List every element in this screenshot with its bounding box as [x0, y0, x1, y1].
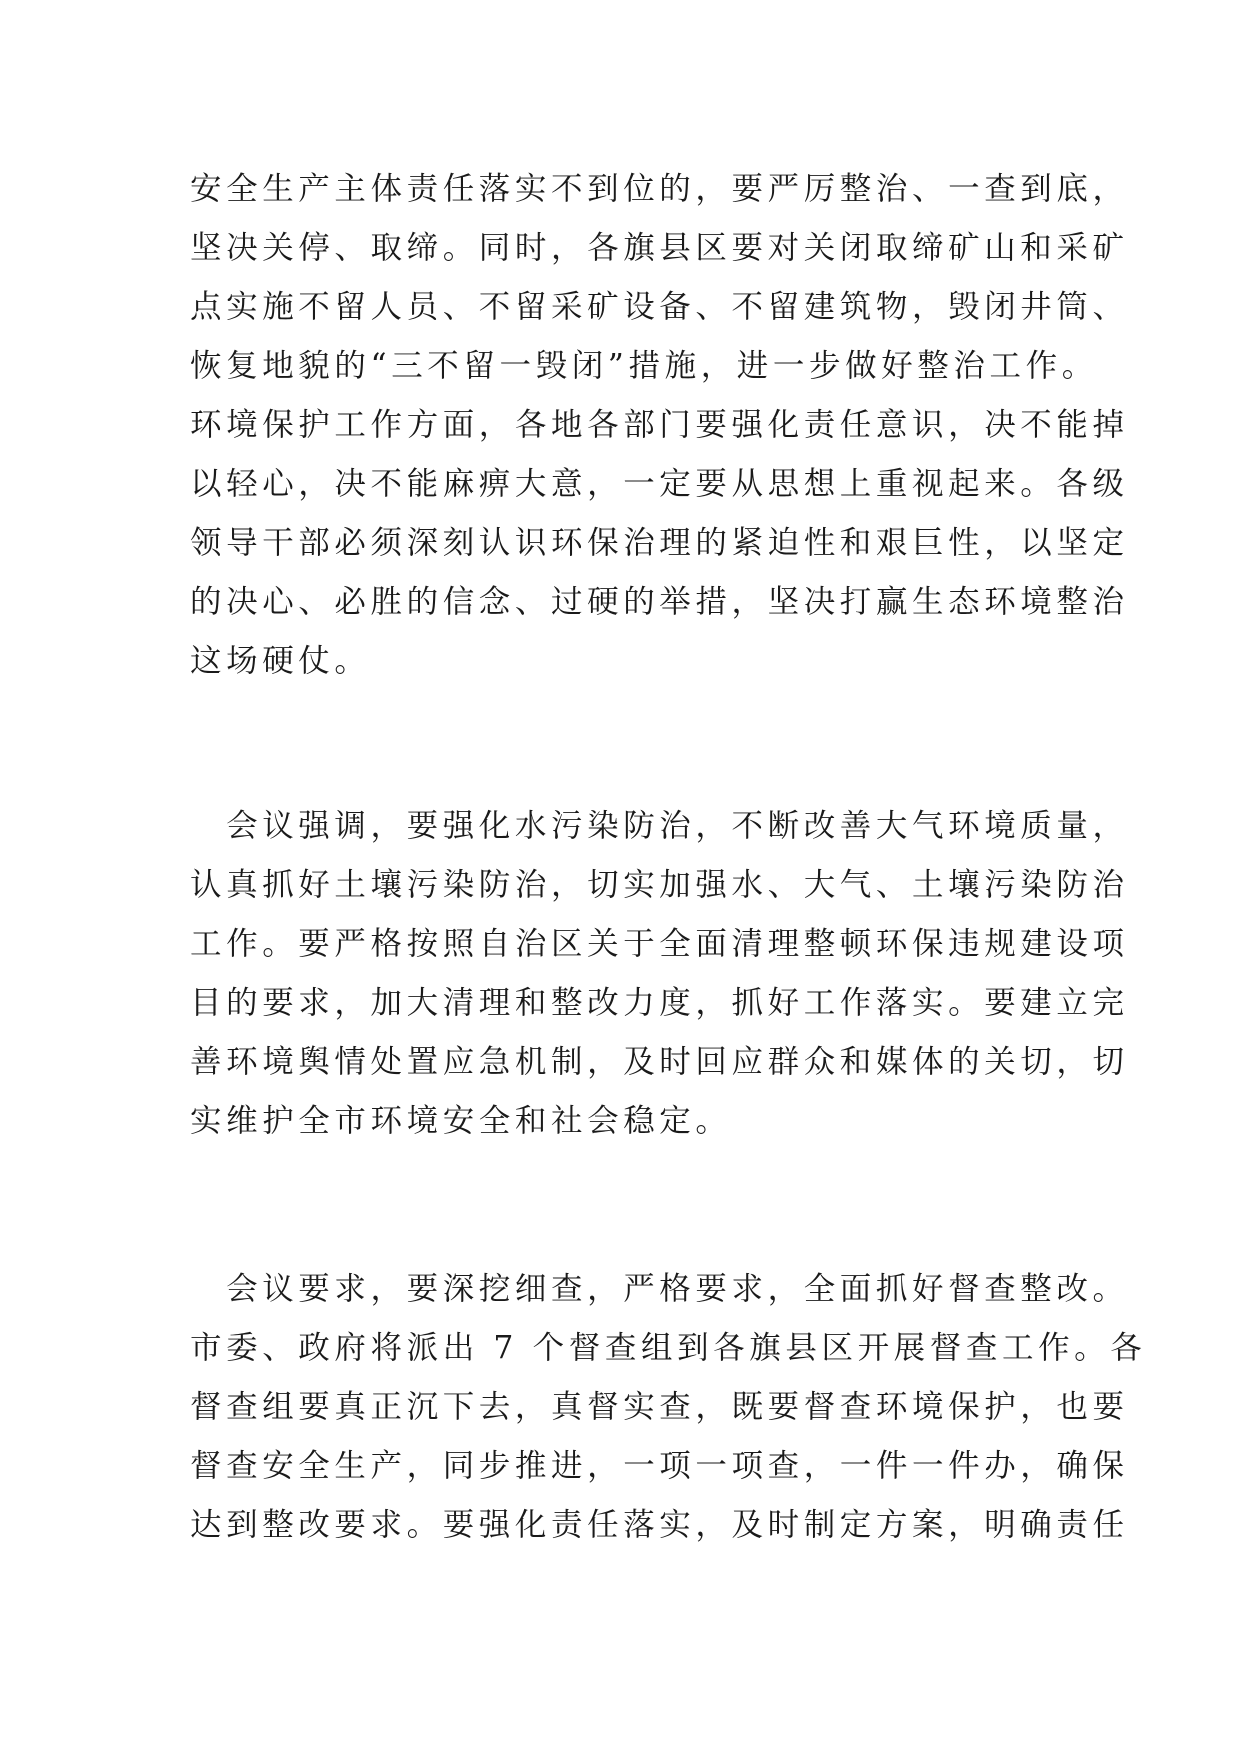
text-line: 恢复地貌的“三不留一毁闭”措施，进一步做好整治工作。 [190, 348, 1098, 384]
text-line: 以轻心，决不能麻痹大意，一定要从思想上重视起来。各级 [190, 466, 1129, 502]
text-line: 这场硬仗。 [190, 643, 371, 679]
text-line: 会议要求，要深挖细查，严格要求，全面抓好督查整改。 [190, 1271, 1129, 1307]
paragraph-meeting-requirements [190, 1260, 1147, 1555]
text-line: 坚决关停、取缔。同时，各旗县区要对关闭取缔矿山和采矿 [190, 230, 1129, 266]
text-line: 督查组要真正沉下去，真督实查，既要督查环境保护，也要 [190, 1389, 1129, 1425]
text-line: 达到整改要求。要强化责任落实，及时制定方案，明确责任 [190, 1507, 1129, 1543]
text-line: 目的要求，加大清理和整改力度，抓好工作落实。要建立完 [190, 985, 1129, 1021]
text-line: 实维护全市环境安全和社会稳定。 [190, 1103, 732, 1139]
paragraph-safety-environment [190, 160, 1129, 691]
text-line: 会议强调，要强化水污染防治，不断改善大气环境质量， [190, 808, 1129, 844]
text-line: 安全生产主体责任落实不到位的，要严厉整治、一查到底， [190, 171, 1129, 207]
text-line: 工作。要严格按照自治区关于全面清理整顿环保违规建设项 [190, 926, 1129, 962]
text-line: 认真抓好土壤污染防治，切实加强水、大气、土壤污染防治 [190, 867, 1129, 903]
text-line: 环境保护工作方面，各地各部门要强化责任意识，决不能掉 [190, 407, 1129, 443]
text-line: 市委、政府将派出 7 个督查组到各旗县区开展督查工作。各 [190, 1330, 1147, 1366]
paragraph-meeting-emphasis [190, 797, 1129, 1151]
text-line: 点实施不留人员、不留采矿设备、不留建筑物，毁闭井筒、 [190, 289, 1129, 325]
text-line: 的决心、必胜的信念、过硬的举措，坚决打赢生态环境整治 [190, 584, 1129, 620]
text-line: 督查安全生产，同步推进，一项一项查，一件一件办，确保 [190, 1448, 1129, 1484]
text-line: 善环境舆情处置应急机制，及时回应群众和媒体的关切，切 [190, 1044, 1129, 1080]
text-line: 领导干部必须深刻认识环保治理的紧迫性和艰巨性，以坚定 [190, 525, 1129, 561]
